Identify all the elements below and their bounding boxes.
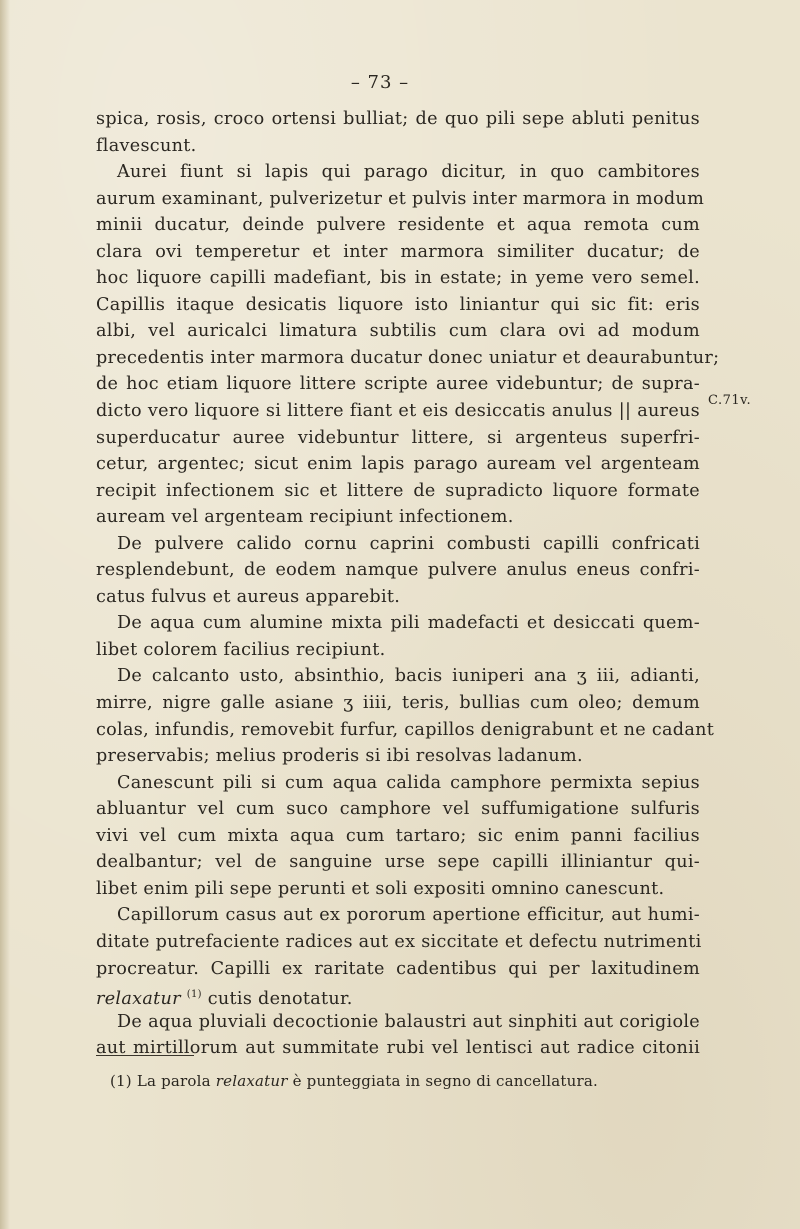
text-line: De calcanto usto, absinthio, bacis iuniperi ana ʒ iii, adianti,	[117, 666, 700, 687]
text-line: Capillis itaque desicatis liquore isto liniantur qui sic fit: eris	[96, 294, 700, 315]
text-line: spica, rosis, croco ortensi bulliat; de quo pili sepe abluti penitus	[96, 109, 700, 129]
text-line: dealbantur; vel de sanguine urse sepe capilli illiniantur qui-	[96, 852, 700, 873]
text-line: ditate putrefaciente radices aut ex siccitate et defectu nutrimenti	[96, 931, 702, 952]
text-line: catus fulvus et aureus apparebit.	[96, 586, 401, 607]
footnote-mark: (1)	[110, 1072, 132, 1090]
text-line: auream vel argenteam recipiunt infectionem.	[96, 507, 514, 528]
text-line: aurum examinant, pulverizetur et pulvis inter marmora in modum	[96, 188, 705, 209]
footnote-reference: (1)	[186, 989, 202, 1001]
text-line: preservabis; melius proderis si ibi resolvas ladanum.	[96, 746, 583, 767]
text-line: minii ducatur, deinde pulvere residente et aqua remota cum	[96, 215, 700, 236]
text-line: De pulvere calido cornu caprini combusti capilli confricati	[117, 533, 700, 554]
text-line: recipit infectionem sic et littere de supradicto liquore formate	[96, 480, 700, 501]
margin-folio-note: C.71v.	[708, 393, 752, 408]
text-line: libet colorem facilius recipiunt.	[96, 639, 386, 660]
text-line: Capillorum casus aut ex pororum apertione efficitur, aut humi-	[117, 905, 700, 926]
text-line: procreatur. Capilli ex raritate cadentibus qui per laxitudinem	[96, 958, 700, 979]
page-edge-shadow	[0, 0, 10, 1229]
text-line: aut mirtillorum aut summitate rubi vel lentisci aut radice citonii	[96, 1038, 700, 1059]
page-number: – 73 –	[350, 72, 410, 93]
text-line: superducatur auree videbuntur littere, si argenteus superfri-	[96, 427, 700, 448]
main-text	[96, 106, 720, 1062]
text-line: abluantur vel cum suco camphore vel suffumigatione sulfuris	[96, 799, 700, 820]
footnote-italic-word: relaxatur	[215, 1072, 288, 1090]
footnote	[110, 1072, 598, 1090]
text-line: Aurei fiunt si lapis qui parago dicitur, in quo cambitores	[117, 162, 700, 183]
text-line: libet enim pili sepe perunti et soli expositi omnino canescunt.	[96, 878, 665, 899]
text-line: de hoc etiam liquore littere scripte auree videbuntur; de supra-	[96, 374, 700, 395]
text-line: albi, vel auricalci limatura subtilis cum clara ovi ad modum	[96, 321, 700, 342]
footnote-text-before: La parola	[131, 1072, 216, 1090]
line-text: cutis denotatur.	[201, 989, 353, 1010]
footnote-text-after: è punteggiata in segno di cancellatura.	[287, 1072, 598, 1090]
text-line: flavescunt.	[96, 135, 197, 156]
text-line: clara ovi temperetur et inter marmora similiter ducatur; de	[96, 241, 700, 262]
text-line: Canescunt pili si cum aqua calida camphore permixta sepius	[117, 772, 700, 793]
text-line: colas, infundis, removebit furfur, capillos denigrabunt et ne cadant	[96, 719, 715, 740]
italic-word: relaxatur	[96, 989, 181, 1010]
text-line	[96, 982, 700, 1009]
text-line: precedentis inter marmora ducatur donec uniatur et deaurabuntur;	[96, 347, 720, 368]
text-line: dicto vero liquore si littere fiant et eis desiccatis anulus || aureus	[96, 401, 700, 422]
text-line: mirre, nigre galle asiane ʒ iiii, teris, bullias cum oleo; demum	[96, 693, 700, 714]
text-line: De aqua pluviali decoctionie balaustri aut sinphiti aut corigiole	[117, 1011, 700, 1032]
text-line: cetur, argentec; sicut enim lapis parago auream vel argenteam	[96, 454, 700, 475]
text-line: De aqua cum alumine mixta pili madefacti et desiccati quem-	[117, 613, 700, 634]
text-line: vivi vel cum mixta aqua cum tartaro; sic enim panni facilius	[96, 825, 700, 846]
text-line: resplendebunt, de eodem namque pulvere anulus eneus confri-	[96, 560, 700, 581]
text-line: hoc liquore capilli madefiant, bis in estate; in yeme vero semel.	[96, 268, 700, 289]
footnote-divider	[96, 1055, 194, 1056]
